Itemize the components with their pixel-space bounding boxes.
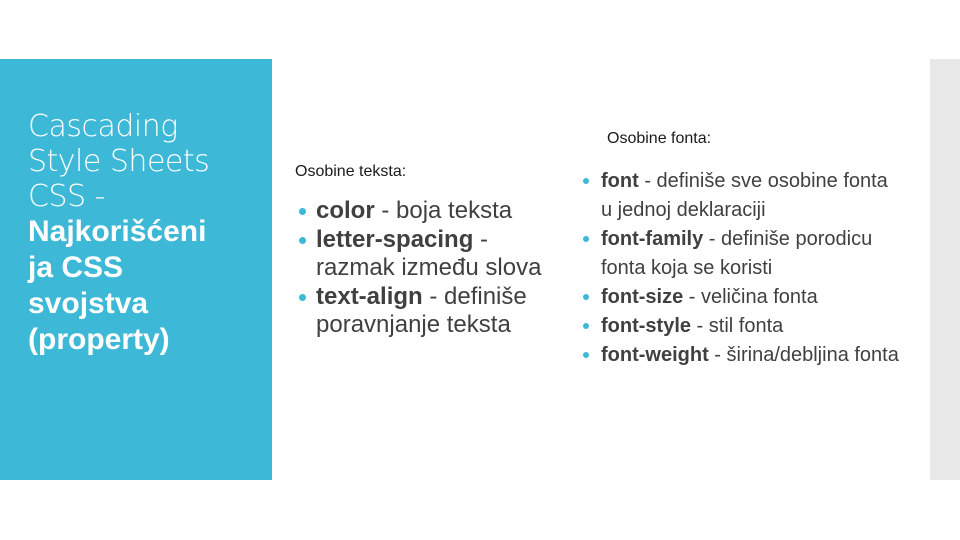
bullet-icon — [583, 294, 589, 300]
property-description: - definiše porodicu fonta koja se koristi — [601, 228, 873, 279]
font-properties-list — [583, 167, 903, 370]
property-name: font — [601, 170, 639, 192]
bullet-icon — [583, 178, 589, 184]
side-strip — [930, 59, 960, 480]
property-description: - veličina fonta — [683, 286, 818, 308]
property-name: color — [316, 197, 375, 224]
property-description: - boja teksta — [374, 197, 513, 224]
bullet-icon — [299, 208, 306, 215]
bullet-icon — [299, 237, 306, 244]
text-properties-list — [296, 197, 566, 340]
list-item — [583, 167, 903, 225]
bullet-icon — [583, 352, 589, 358]
property-name: font-weight — [601, 344, 709, 366]
list-item — [296, 283, 566, 339]
property-description: - definiše poravnjanje teksta — [316, 283, 527, 338]
title-line: (property) — [28, 323, 170, 357]
text-properties-heading: Osobine teksta: — [295, 163, 407, 180]
list-item — [583, 225, 903, 283]
font-properties-heading: Osobine fonta: — [607, 130, 712, 147]
list-item — [583, 312, 903, 341]
bullet-icon — [299, 294, 306, 301]
title-line: ja CSS — [28, 251, 124, 285]
title-line: Style Sheets — [28, 143, 210, 179]
title-line: svojstva — [28, 287, 149, 321]
property-description: - definiše sve osobine fonta u jednoj deklaraciji — [601, 170, 888, 221]
property-name: text-align — [316, 283, 423, 310]
bullet-icon — [583, 236, 589, 242]
property-name: font-size — [601, 286, 684, 308]
property-name: font-family — [601, 228, 704, 250]
property-description: - širina/debljina fonta — [708, 344, 899, 366]
list-item — [583, 283, 903, 312]
property-description: - stil fonta — [691, 315, 784, 337]
list-item — [296, 226, 566, 282]
list-item — [296, 197, 566, 225]
property-name: letter-spacing — [316, 226, 474, 253]
bullet-icon — [583, 323, 589, 329]
title-line: CSS - — [28, 178, 105, 214]
title-line: Cascading — [28, 109, 178, 144]
slide-title — [28, 110, 268, 358]
list-item — [583, 341, 903, 370]
title-line: Najkorišćeni — [28, 215, 207, 249]
property-description: - razmak između slova — [316, 226, 542, 281]
property-name: font-style — [601, 315, 691, 337]
